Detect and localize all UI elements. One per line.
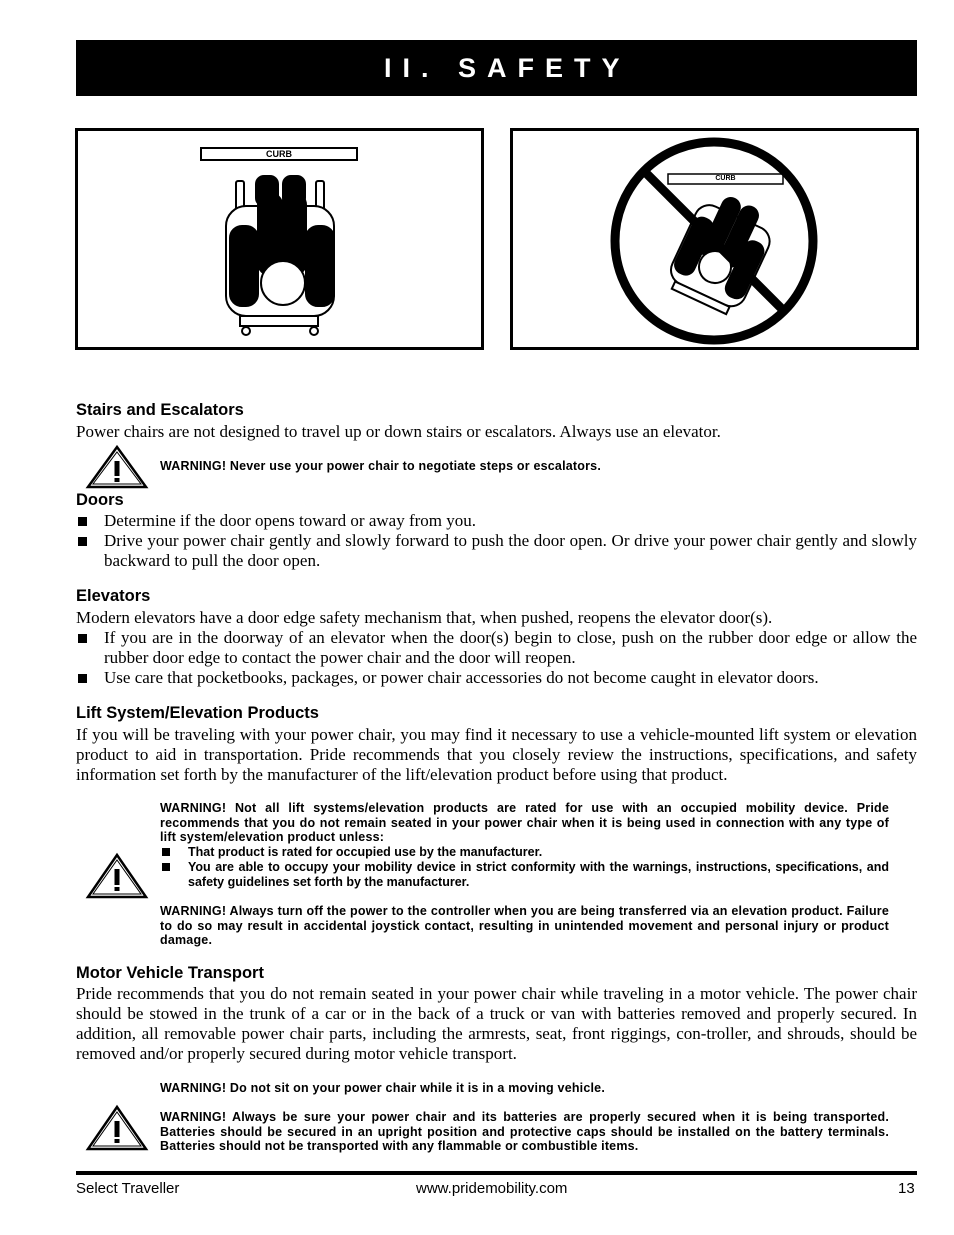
heading-doors: Doors [76, 491, 124, 509]
doors-bullet-1: Determine if the door opens toward or away from you. [76, 511, 917, 531]
doors-bullet-2: Drive your power chair gently and slowly forward to push the door open. Or drive your power chair gently and slowly backward to pull the door open. [76, 531, 917, 571]
section-title: II. SAFETY [384, 52, 631, 83]
warning-motor-2: WARNING! Always be sure your power chair and its batteries are properly secured when it is being transported. Batteries should be secured in an upright position and protective caps should be installed on the battery terminals. Batteries should not be transported with any flammable or combustible items. [160, 1110, 889, 1154]
footer-website: www.pridemobility.com [416, 1180, 568, 1197]
bullet-square-icon [78, 537, 87, 546]
elevators-text: Modern elevators have a door edge safety mechanism that, when pushed, reopens the elevator door(s). [76, 608, 773, 627]
warning-motor-1: WARNING! Do not sit on your power chair while it is in a moving vehicle. [160, 1081, 606, 1095]
bullet-square-icon [78, 674, 87, 683]
prohibited-angled-approach-illustration [513, 131, 916, 347]
warning-triangle-icon [85, 852, 149, 900]
heading-stairs-escalators: Stairs and Escalators [76, 401, 244, 419]
lift-warning-bullet-2: You are able to occupy your mobility device in strict conformity with the warnings, instructions, specifications, and safety guidelines set forth by the manufacturer. [160, 860, 889, 889]
elevators-bullet-1: If you are in the doorway of an elevator when the door(s) begin to close, push on the rubber door edge or allow the rubber door edge to contact the power chair and the door will reopen. [76, 628, 917, 668]
elevators-bullet-2: Use care that pocketbooks, packages, or power chair accessories do not become caught in elevator doors. [76, 668, 917, 688]
bullet-square-icon [78, 517, 87, 526]
heading-lift-system: Lift System/Elevation Products [76, 704, 319, 722]
lift-text: If you will be traveling with your power chair, you may find it necessary to use a vehicle-mounted lift system or elevation product to aid in transportation. Pride recommends that you closely review the instructions, specifications, and safety information set forth by the manufacturer of the lift/elevation product before using that product. [76, 725, 917, 784]
warning-lift-2: WARNING! Always turn off the power to the controller when you are being transferred via an elevation product. Failure to do so may result in accidental joystick contact, resulting in unintended movement and personal injury or product damage. [160, 904, 889, 948]
footer-rule [76, 1171, 917, 1175]
bullet-square-icon [78, 634, 87, 643]
bullet-square-icon [162, 848, 170, 856]
curb-label-right: CURB [715, 175, 736, 182]
lift-warning-bullet-1: That product is rated for occupied use by the manufacturer. [160, 845, 889, 860]
wheelchair-facing-curb-illustration [78, 131, 481, 347]
bullet-square-icon [162, 863, 170, 871]
footer-page-number: 13 [898, 1180, 915, 1197]
figure-incorrect-curb-approach [510, 128, 919, 350]
stairs-text: Power chairs are not designed to travel up or down stairs or escalators. Always use an elevator. [76, 422, 721, 441]
heading-elevators: Elevators [76, 587, 151, 605]
footer-product-name: Select Traveller [76, 1180, 180, 1197]
warning-triangle-icon [85, 1104, 149, 1152]
heading-motor-vehicle: Motor Vehicle Transport [76, 964, 264, 982]
warning-stairs: WARNING! Never use your power chair to negotiate steps or escalators. [160, 459, 601, 473]
motor-text: Pride recommends that you do not remain seated in your power chair while traveling in a motor vehicle. The power chair should be stowed in the trunk of a car or in the back of a truck or van with batteries removed and properly secured. In addition, all removable power chair parts, including the armrests, seat, front riggings, con-troller, and shrouds, should be removed and/or properly secured during motor vehicle transport. [76, 984, 917, 1063]
warning-lift-1: WARNING! Not all lift systems/elevation products are rated for use with an occupied mobility device. Pride recommends that you do not remain seated in your power chair when it is being used in connection with any type of lift system/elevation product unless: [160, 801, 889, 845]
figure-correct-curb-approach [75, 128, 484, 350]
warning-triangle-icon [85, 444, 149, 490]
section-title-banner [76, 40, 917, 96]
curb-label-left: CURB [266, 149, 292, 159]
